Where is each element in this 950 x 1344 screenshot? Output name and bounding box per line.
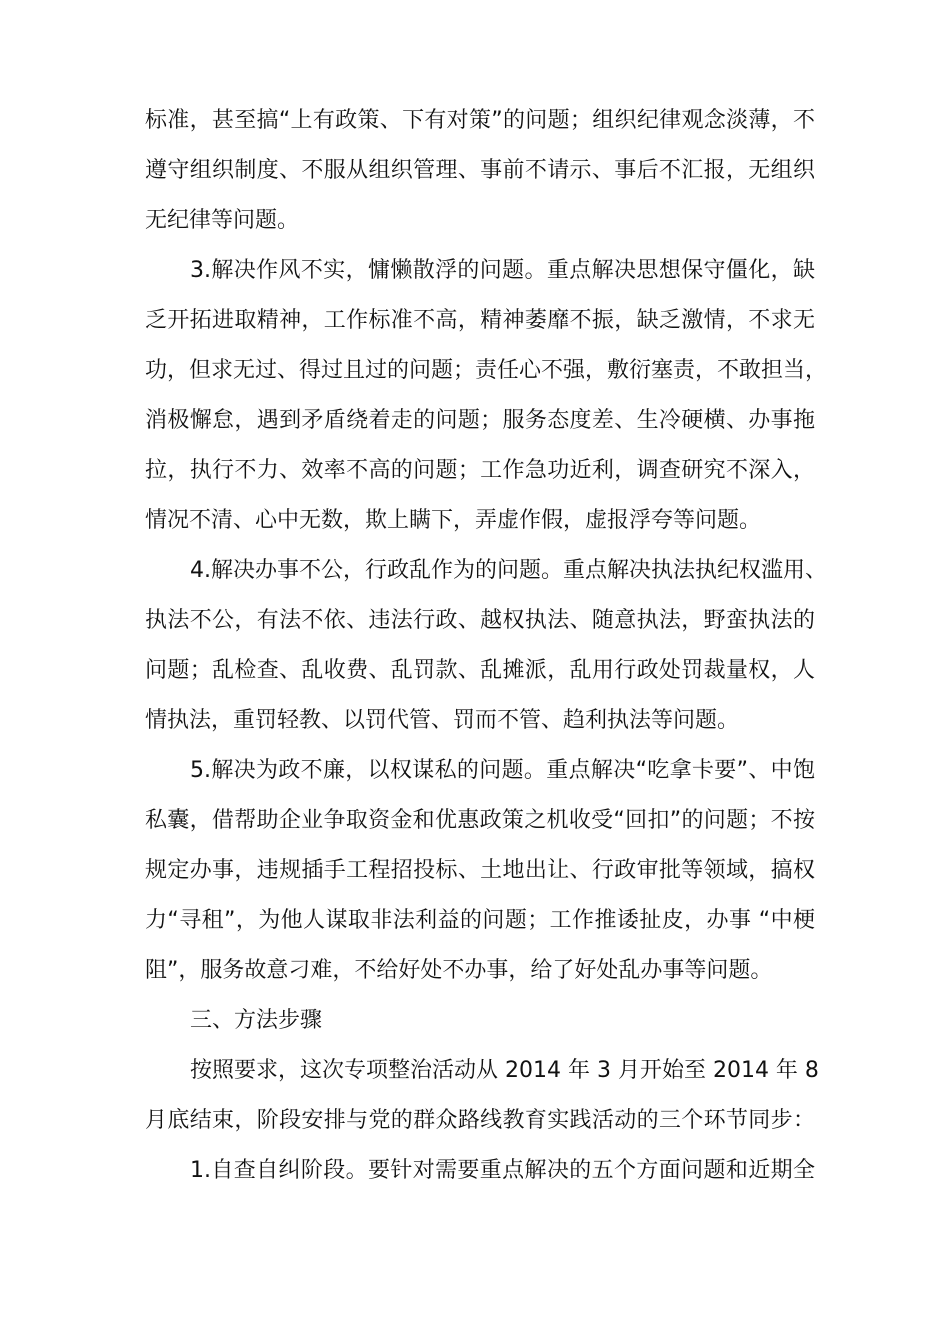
text-line: 执法不公，有法不依、违法行政、越权执法、随意执法，野蛮执法的 <box>145 608 815 633</box>
text-line: 3.解决作风不实，慵懒散浮的问题。重点解决思想保守僵化，缺 <box>190 258 815 283</box>
text-line: 乏开拓进取精神，工作标准不高，精神萎靡不振，缺乏激情，不求无 <box>145 308 815 333</box>
text-line: 规定办事，违规插手工程招投标、土地出让、行政审批等领域，搞权 <box>145 858 815 883</box>
text-line: 按照要求，这次专项整治活动从 2014 年 3 月开始至 2014 年 8 <box>190 1058 819 1083</box>
text-line: 拉，执行不力、效率不高的问题；工作急功近利，调查研究不深入， <box>145 458 815 483</box>
text-line: 私囊，借帮助企业争取资金和优惠政策之机收受“回扣”的问题；不按 <box>145 808 815 833</box>
text-line: 情况不清、心中无数，欺上瞒下，弄虚作假，虚报浮夸等问题。 <box>145 508 762 533</box>
text-line: 无纪律等问题。 <box>145 208 300 233</box>
text-line: 情执法，重罚轻教、以罚代管、罚而不管、趋利执法等问题。 <box>145 708 740 733</box>
text-line: 月底结束，阶段安排与党的群众路线教育实践活动的三个环节同步： <box>145 1108 815 1133</box>
text-line: 功，但求无过、得过且过的问题；责任心不强，敷衍塞责，不敢担当， <box>145 358 828 383</box>
text-line: 消极懈怠，遇到矛盾绕着走的问题；服务态度差、生冷硬横、办事拖 <box>145 408 815 433</box>
text-line: 三、方法步骤 <box>190 1008 323 1033</box>
text-line: 4.解决办事不公，行政乱作为的问题。重点解决执法执纪权滥用、 <box>190 558 827 583</box>
text-line: 遵守组织制度、不服从组织管理、事前不请示、事后不汇报，无组织 <box>145 158 815 183</box>
text-line: 阻”，服务故意刁难，不给好处不办事，给了好处乱办事等问题。 <box>145 958 773 983</box>
text-line: 问题；乱检查、乱收费、乱罚款、乱摊派，乱用行政处罚裁量权，人 <box>145 658 815 683</box>
text-line: 5.解决为政不廉，以权谋私的问题。重点解决“吃拿卡要”、中饱 <box>190 758 815 783</box>
text-line: 力“寻租”，为他人谋取非法利益的问题；工作推诿扯皮，办事 “中梗 <box>145 908 815 933</box>
text-line: 1.自查自纠阶段。要针对需要重点解决的五个方面问题和近期全 <box>190 1158 815 1183</box>
text-line: 标准，甚至搞“上有政策、下有对策”的问题；组织纪律观念淡薄，不 <box>145 108 815 133</box>
